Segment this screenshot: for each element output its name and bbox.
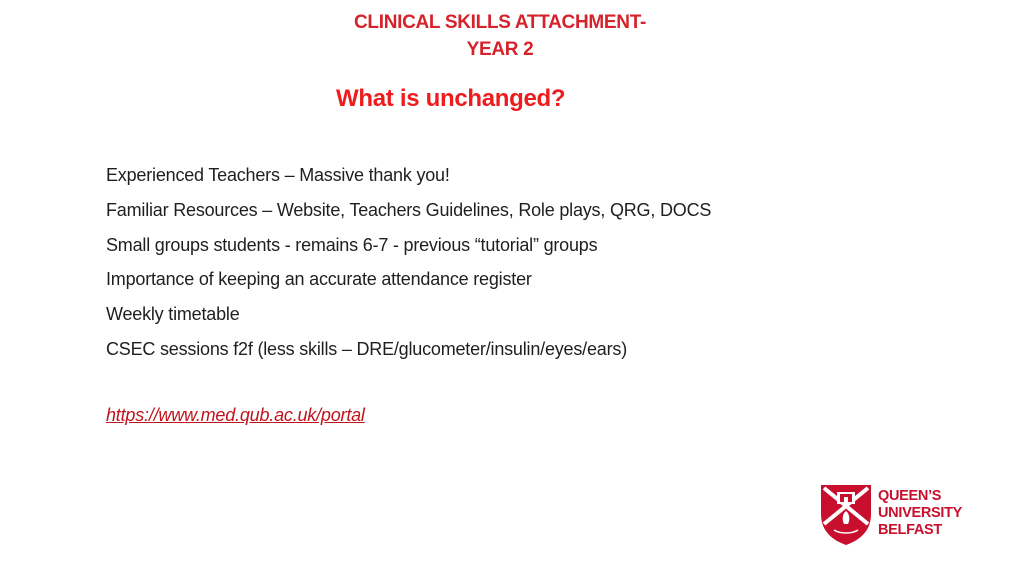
bullet-list (106, 158, 711, 367)
wordmark-line-1: QUEEN’S (878, 488, 942, 504)
wordmark-line-2: UNIVERSITY (878, 505, 963, 521)
university-wordmark (878, 488, 962, 539)
list-item: Weekly timetable (106, 304, 240, 325)
slide-title-line-2: YEAR 2 (466, 39, 534, 60)
slide-title-line-1: CLINICAL SKILLS ATTACHMENT- (353, 12, 646, 33)
university-logo (820, 484, 980, 546)
portal-link[interactable]: https://www.med.qub.ac.uk/portal (106, 405, 365, 425)
list-item: Familiar Resources – Website, Teachers Guidelines, Role plays, QRG, DOCS (106, 199, 712, 220)
university-crest-icon (820, 484, 872, 546)
list-item: Importance of keeping an accurate attendance register (106, 269, 532, 290)
slide-subtitle: What is unchanged? (336, 85, 566, 112)
list-item: CSEC sessions f2f (less skills – DRE/glucometer/insulin/eyes/ears) (106, 338, 627, 359)
list-item: Experienced Teachers – Massive thank you! (106, 165, 450, 185)
list-item: Small groups students - remains 6-7 - previous “tutorial” groups (106, 234, 598, 255)
wordmark-line-3: BELFAST (878, 522, 942, 538)
